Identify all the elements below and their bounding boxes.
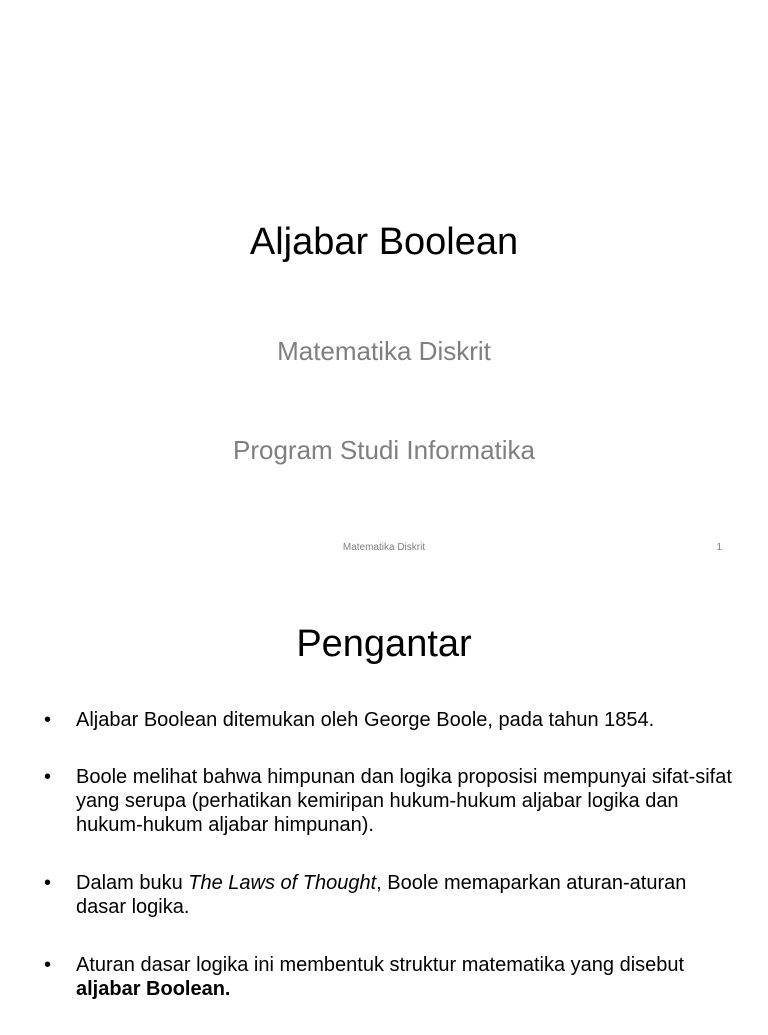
list-item	[44, 708, 734, 732]
list-item	[44, 765, 734, 837]
bullet-icon: •	[44, 872, 52, 894]
bullet-icon: •	[44, 766, 52, 788]
book-title: The Laws of Thought	[188, 872, 377, 894]
bullet-icon: •	[44, 709, 52, 731]
list-item	[44, 953, 734, 1001]
slide-title: Aljabar Boolean	[249, 221, 519, 263]
bullet-text-before: Aturan dasar logika ini membentuk struktur matematika yang disebut	[76, 954, 685, 976]
page-number: 1	[716, 542, 722, 553]
intro-slide	[0, 576, 768, 1024]
slide-footer: Matematika Diskrit	[342, 542, 426, 553]
bullet-text-before: Dalam buku	[76, 872, 189, 894]
course-subtitle: Matematika Diskrit	[277, 336, 491, 366]
bullet-text-after: , Boole memaparkan aturan-aturan dasar logika.	[76, 872, 687, 918]
bullet-list	[44, 708, 734, 1035]
bullet-icon: •	[44, 954, 52, 976]
slide-title: Pengantar	[296, 623, 472, 665]
list-item	[44, 871, 734, 919]
program-subtitle: Program Studi Informatika	[232, 435, 535, 465]
bullet-text: Aljabar Boolean ditemukan oleh George Boole, pada tahun 1854.	[76, 709, 655, 731]
bullet-text: Boole melihat bahwa himpunan dan logika proposisi mempunyai sifat-sifat yang serupa (perhatikan kemiripan hukum-hukum aljabar logika dan hukum-hukum aljabar himpunan).	[76, 766, 732, 836]
key-term: aljabar Boolean.	[76, 978, 231, 1000]
